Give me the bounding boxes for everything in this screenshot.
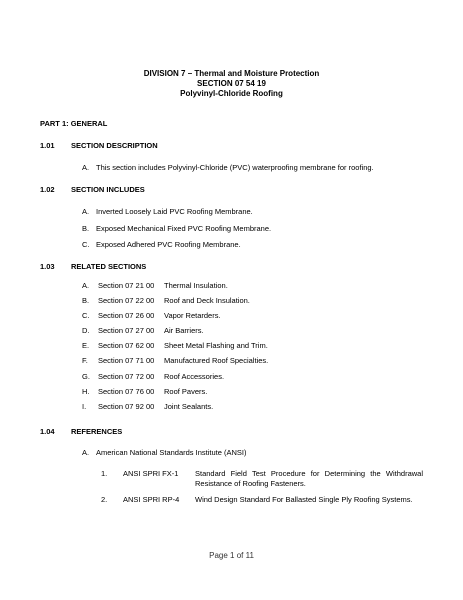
reference-number: 2. (101, 495, 108, 504)
related-section-code: Section 07 62 00 (98, 341, 155, 350)
related-section-code: Section 07 26 00 (98, 311, 155, 320)
related-section-code: Section 07 27 00 (98, 326, 155, 335)
section-number-1-03: 1.03 (40, 262, 55, 271)
reference-number: 1. (101, 469, 108, 478)
related-section-code: Section 07 22 00 (98, 296, 155, 305)
related-section-title: Thermal Insulation. (164, 281, 228, 290)
section-heading-related: RELATED SECTIONS (71, 262, 147, 271)
list-item-letter: H. (82, 387, 90, 396)
related-section-title: Sheet Metal Flashing and Trim. (164, 341, 268, 350)
related-section-title: Roof Accessories. (164, 372, 225, 381)
section-heading-includes: SECTION INCLUDES (71, 185, 145, 194)
list-item-letter: F. (82, 356, 88, 365)
reference-organization: American National Standards Institute (ANSI) (96, 448, 247, 457)
related-section-code: Section 07 92 00 (98, 402, 155, 411)
related-section-title: Joint Sealants. (164, 402, 214, 411)
list-item-letter: B. (82, 296, 90, 305)
related-section-title: Air Barriers. (164, 326, 204, 335)
reference-code: ANSI SPRI RP-4 (123, 495, 180, 504)
division-title: DIVISION 7 – Thermal and Moisture Protection (143, 69, 320, 78)
page-number: Page 1 of 11 (209, 551, 254, 560)
list-item-letter: A. (82, 207, 90, 216)
related-section-code: Section 07 76 00 (98, 387, 155, 396)
section-number-1-02: 1.02 (40, 185, 55, 194)
list-item-letter: C. (82, 311, 90, 320)
list-item-text: Inverted Loosely Laid PVC Roofing Membrane. (96, 207, 253, 216)
section-number-1-04: 1.04 (40, 427, 55, 436)
section-number-1-01: 1.01 (40, 141, 55, 150)
reference-title: Standard Field Test Procedure for Determining the Withdrawal Resistance of Roofing Fasteners. (195, 469, 423, 488)
related-section-title: Roof and Deck Insulation. (164, 296, 250, 305)
section-number: SECTION 07 54 19 (197, 79, 266, 88)
list-item-letter: A. (82, 281, 90, 290)
list-item-text: This section includes Polyvinyl-Chloride (PVC) waterproofing membrane for roofing. (96, 163, 374, 172)
related-section-title: Manufactured Roof Specialties. (164, 356, 269, 365)
list-item-letter: D. (82, 326, 90, 335)
reference-title: Wind Design Standard For Ballasted Single Ply Roofing Systems. (195, 495, 413, 504)
list-item-letter: I. (82, 402, 87, 411)
related-section-title: Vapor Retarders. (164, 311, 221, 320)
list-item-text: Exposed Adhered PVC Roofing Membrane. (96, 240, 241, 249)
part-heading: PART 1: GENERAL (40, 119, 108, 128)
related-section-code: Section 07 21 00 (98, 281, 155, 290)
section-heading-references: REFERENCES (71, 427, 123, 436)
related-section-code: Section 07 72 00 (98, 372, 155, 381)
list-item-letter: C. (82, 240, 90, 249)
related-section-code: Section 07 71 00 (98, 356, 155, 365)
list-item-letter: B. (82, 224, 90, 233)
related-section-title: Roof Pavers. (164, 387, 208, 396)
list-item-letter: A. (82, 448, 90, 457)
list-item-letter: E. (82, 341, 90, 350)
section-title: Polyvinyl-Chloride Roofing (180, 89, 283, 98)
list-item-letter: A. (82, 163, 90, 172)
reference-code: ANSI SPRI FX-1 (123, 469, 179, 478)
section-heading-description: SECTION DESCRIPTION (71, 141, 158, 150)
list-item-text: Exposed Mechanical Fixed PVC Roofing Membrane. (96, 224, 272, 233)
document-header (0, 69, 463, 99)
list-item-letter: G. (82, 372, 90, 381)
